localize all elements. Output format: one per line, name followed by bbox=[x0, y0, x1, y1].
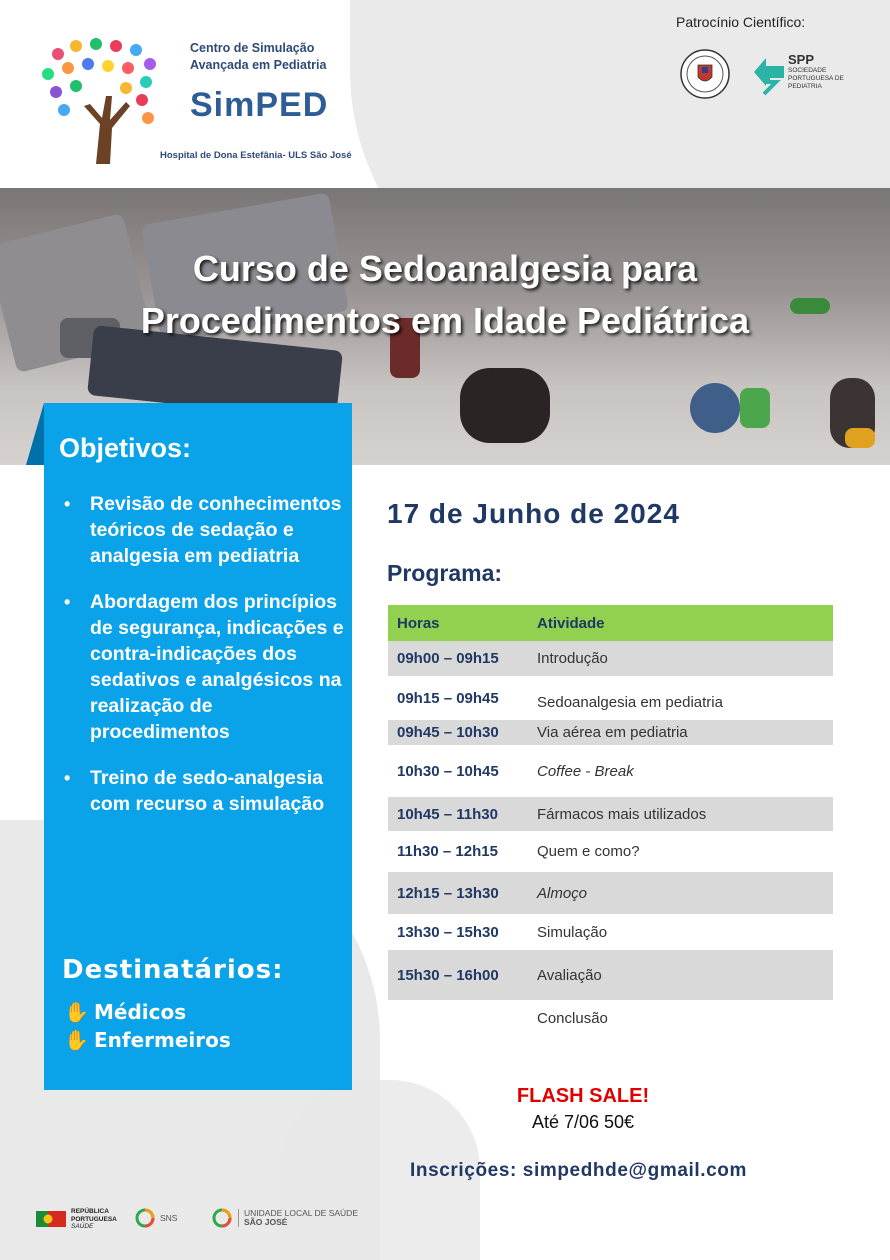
spp-full-name: SOCIEDADE PORTUGUESA DE PEDIATRIA bbox=[788, 67, 844, 90]
uls-icon bbox=[212, 1208, 232, 1228]
flash-sale-title: FLASH SALE! bbox=[516, 1085, 650, 1107]
table-row bbox=[388, 1000, 833, 1036]
row-time: 09h00 – 09h15 bbox=[397, 650, 499, 667]
row-time: 09h45 – 10h30 bbox=[397, 724, 499, 741]
hand-icon: ✋ bbox=[64, 1028, 89, 1052]
simped-logo bbox=[38, 36, 352, 166]
photo-object bbox=[690, 383, 740, 433]
sponsor-title: Patrocínio Científico: bbox=[676, 14, 806, 30]
tree-hands-icon bbox=[38, 36, 168, 164]
republica-text bbox=[71, 1208, 117, 1231]
republica-line1: REPÚBLICA bbox=[71, 1208, 109, 1215]
seal-icon bbox=[679, 48, 731, 100]
sns-icon bbox=[135, 1208, 155, 1228]
sns-logo bbox=[135, 1208, 177, 1228]
schedule-header bbox=[388, 605, 833, 641]
logo-subtitle-line1: Centro de Simulação bbox=[190, 41, 315, 55]
photo-object bbox=[845, 428, 875, 448]
row-activity: Conclusão bbox=[537, 1009, 608, 1027]
row-activity: Simulação bbox=[537, 923, 608, 941]
course-title-line2: Procedimentos em Idade Pediátrica bbox=[140, 300, 750, 341]
republica-line3: SAÚDE bbox=[71, 1223, 94, 1230]
audience-title: Destinatários: bbox=[62, 955, 284, 985]
republica-portuguesa-logo bbox=[36, 1208, 117, 1231]
hand-icon: ✋ bbox=[64, 1000, 89, 1024]
row-time: 10h45 – 11h30 bbox=[397, 805, 498, 823]
audience-item bbox=[64, 1000, 186, 1024]
row-activity: Introdução bbox=[537, 650, 608, 667]
table-row bbox=[388, 950, 833, 1000]
sns-label: SNS bbox=[160, 1212, 178, 1223]
row-activity: Almoço bbox=[537, 884, 588, 902]
republica-line2: PORTUGUESA bbox=[71, 1215, 117, 1223]
objectives-tab-accent bbox=[26, 403, 44, 465]
header-hours: Horas bbox=[397, 614, 440, 632]
row-time: 12h15 – 13h30 bbox=[397, 884, 499, 902]
uls-line2: SÃO JOSÉ bbox=[244, 1217, 288, 1227]
row-time: 10h30 – 10h45 bbox=[397, 762, 499, 780]
photo-object bbox=[460, 368, 550, 443]
uls-sao-jose-logo bbox=[212, 1208, 358, 1228]
table-row bbox=[388, 745, 833, 797]
objectives-panel bbox=[44, 403, 352, 1090]
table-row bbox=[388, 797, 833, 831]
flag-icon bbox=[36, 1211, 66, 1227]
logo-brand-name: SimPED bbox=[190, 86, 329, 124]
table-row bbox=[388, 872, 833, 914]
logo-hospital-name: Hospital de Dona Estefânia- ULS São José bbox=[160, 150, 352, 161]
objectives-list bbox=[62, 491, 347, 837]
program-title: Programa: bbox=[387, 560, 503, 586]
row-time: 15h30 – 16h00 bbox=[397, 966, 499, 984]
spp-abbreviation: SPP bbox=[788, 52, 815, 67]
objectives-title: Objetivos: bbox=[59, 433, 192, 463]
header-activity: Atividade bbox=[537, 614, 605, 632]
row-time: 09h15 – 09h45 bbox=[397, 689, 499, 707]
audience-item bbox=[64, 1028, 231, 1052]
course-title-line1: Curso de Sedoanalgesia para bbox=[192, 248, 698, 289]
spp-logo bbox=[752, 48, 862, 100]
row-activity: Sedoanalgesia em pediatria bbox=[537, 693, 723, 711]
row-time: 13h30 – 15h30 bbox=[397, 923, 499, 941]
row-activity: Via aérea em pediatria bbox=[537, 724, 688, 741]
logo-subtitle-line2: Avançada em Pediatria bbox=[190, 58, 327, 72]
objective-item: • Treino de sedo-analgesia com recurso a simulação bbox=[62, 765, 347, 817]
row-activity: Avaliação bbox=[537, 966, 602, 984]
event-date: 17 de Junho de 2024 bbox=[387, 498, 680, 529]
uls-line1: UNIDADE LOCAL DE SAÚDE bbox=[244, 1208, 358, 1218]
row-activity: Fármacos mais utilizados bbox=[537, 805, 707, 823]
schedule-table bbox=[388, 605, 833, 1036]
uls-text bbox=[238, 1209, 358, 1227]
audience-label: Enfermeiros bbox=[94, 1028, 231, 1052]
row-activity: Coffee - Break bbox=[537, 762, 634, 780]
objective-item: • Abordagem dos princípios de segurança, indicações e contra-indicações dos sedativos e analgésicos na realização de procedimentos bbox=[62, 589, 347, 745]
table-row bbox=[388, 831, 833, 872]
spp-icon bbox=[752, 48, 786, 96]
objective-item: • Revisão de conhecimentos teóricos de sedação e analgesia em pediatria bbox=[62, 491, 347, 569]
table-row bbox=[388, 641, 833, 676]
table-row bbox=[388, 914, 833, 950]
table-row bbox=[388, 676, 833, 720]
row-time: 11h30 – 12h15 bbox=[397, 843, 498, 860]
registration-contact: Inscrições: simpedhde@gmail.com bbox=[410, 1160, 747, 1181]
audience-label: Médicos bbox=[94, 1000, 187, 1024]
row-activity: Quem e como? bbox=[537, 843, 640, 860]
flash-sale-detail: Até 7/06 50€ bbox=[531, 1112, 635, 1132]
table-row bbox=[388, 720, 833, 745]
photo-object bbox=[740, 388, 770, 428]
